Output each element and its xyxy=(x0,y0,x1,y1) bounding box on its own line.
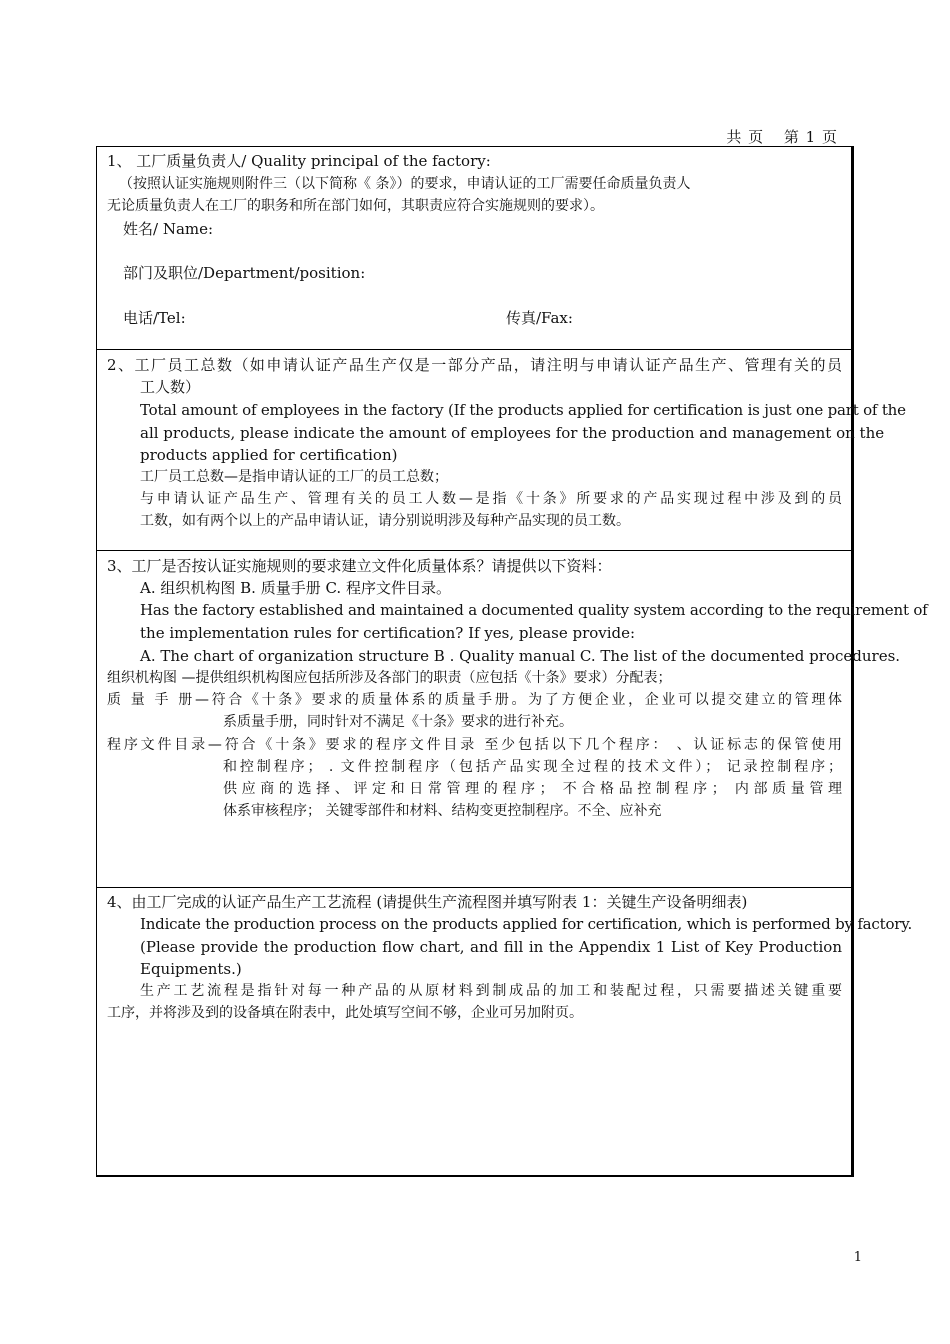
department-field-label: 部门及职位/Department/position: xyxy=(123,264,366,282)
section-employee-count xyxy=(97,350,906,551)
chinese-explanation: 供应商的选择、评定和日常管理的程序； 不合格品控制程序； 内部质量管理 xyxy=(223,781,842,797)
section-quality-system xyxy=(97,551,928,888)
chinese-explanation: 组织机构图 —提供组织机构图应包括所涉及各部门的职责（应包括《十条》要求）分配表； xyxy=(107,670,672,686)
section-note: 无论质量负责人在工厂的职务和所在部门如何，其职责应符合实施规则的要求）。 xyxy=(107,198,604,214)
chinese-explanation: 和控制程序； . 文件控制程序（包括产品实现全过程的技术文件）； 记录控制程序； xyxy=(223,759,842,775)
chinese-explanation: 工数，如有两个以上的产品申请认证，请分别说明涉及每种产品实现的员工数。 xyxy=(140,513,630,529)
english-description: (Please provide the production flow chart, and fill in the Appendix 1 List of Key Production xyxy=(140,938,842,956)
english-description: Indicate the production process on the products applied for certification, which is performed by factory. xyxy=(140,915,913,933)
section-title-cont: 工人数） xyxy=(140,378,201,396)
chinese-explanation: 程序文件目录—符合《十条》要求的程序文件目录 至少包括以下几个程序： 、认证标志的保管使用 xyxy=(107,737,842,753)
section-title: 2、工厂员工总数（如申请认证产品生产仅是一部分产品，请注明与申请认证产品生产、管理有关的员 xyxy=(107,356,842,374)
english-description: A. The chart of organization structure B . Quality manual C. The list of the documented procedures. xyxy=(140,647,901,665)
english-description: Equipments.) xyxy=(140,960,242,978)
english-description: Has the factory established and maintained a documented quality system according to the requirement of xyxy=(140,601,928,619)
application-form xyxy=(96,146,928,1177)
document-list: A. 组织机构图 B. 质量手册 C. 程序文件目录。 xyxy=(140,579,451,597)
chinese-explanation: 工序，并将涉及到的设备填在附表中，此处填写空间不够，企业可另加附页。 xyxy=(107,1005,583,1021)
current-page-label: 第 1 页 xyxy=(783,128,838,146)
tel-field-label: 电话/Tel: xyxy=(123,309,186,327)
chinese-explanation: 系质量手册，同时针对不满足《十条》要求的进行补充。 xyxy=(223,714,573,730)
section-title: 3、工厂是否按认证实施规则的要求建立文件化质量体系？请提供以下资料： xyxy=(107,557,612,575)
section-quality-principal xyxy=(97,147,851,350)
section-note: （按照认证实施规则附件三（以下简称《 条》）的要求，申请认证的工厂需要任命质量负责人 xyxy=(119,176,691,192)
page-counter xyxy=(712,126,838,147)
phone-fax-row xyxy=(123,308,842,328)
chinese-explanation: 与申请认证产品生产、管理有关的员工人数—是指《十条》所要求的产品实现过程中涉及到的员 xyxy=(140,491,842,507)
chinese-explanation: 质 量 手 册—符合《十条》要求的质量体系的质量手册。为了方便企业，企业可以提交建立的管理体 xyxy=(107,692,842,708)
fax-field-label: 传真/Fax: xyxy=(506,309,573,327)
english-description: Total amount of employees in the factory (If the products applied for certification is just one part of the xyxy=(140,401,906,419)
chinese-explanation: 生产工艺流程是指针对每一种产品的从原材料到制成品的加工和装配过程，只需要描述关键重要 xyxy=(140,983,842,999)
name-field-label: 姓名/ Name: xyxy=(123,220,214,238)
section-production-process xyxy=(97,888,913,1176)
english-description: the implementation rules for certification? If yes, please provide: xyxy=(140,624,636,642)
english-description: all products, please indicate the amount of employees for the production and management on the xyxy=(140,424,885,442)
chinese-explanation: 体系审核程序； 关键零部件和材料、结构变更控制程序。不全、应补充 xyxy=(223,803,662,819)
total-pages-label: 共 页 xyxy=(726,128,765,146)
section-title: 1、 工厂质量负责人/ Quality principal of the factory: xyxy=(107,152,491,170)
english-description: products applied for certification) xyxy=(140,446,398,464)
section-title: 4、由工厂完成的认证产品生产工艺流程 (请提供生产流程图并填写附表 1：关键生产设备明细表) xyxy=(107,893,748,911)
page-number: 1 xyxy=(853,1250,862,1265)
chinese-explanation: 工厂员工总数—是指申请认证的工厂的员工总数； xyxy=(140,469,448,485)
